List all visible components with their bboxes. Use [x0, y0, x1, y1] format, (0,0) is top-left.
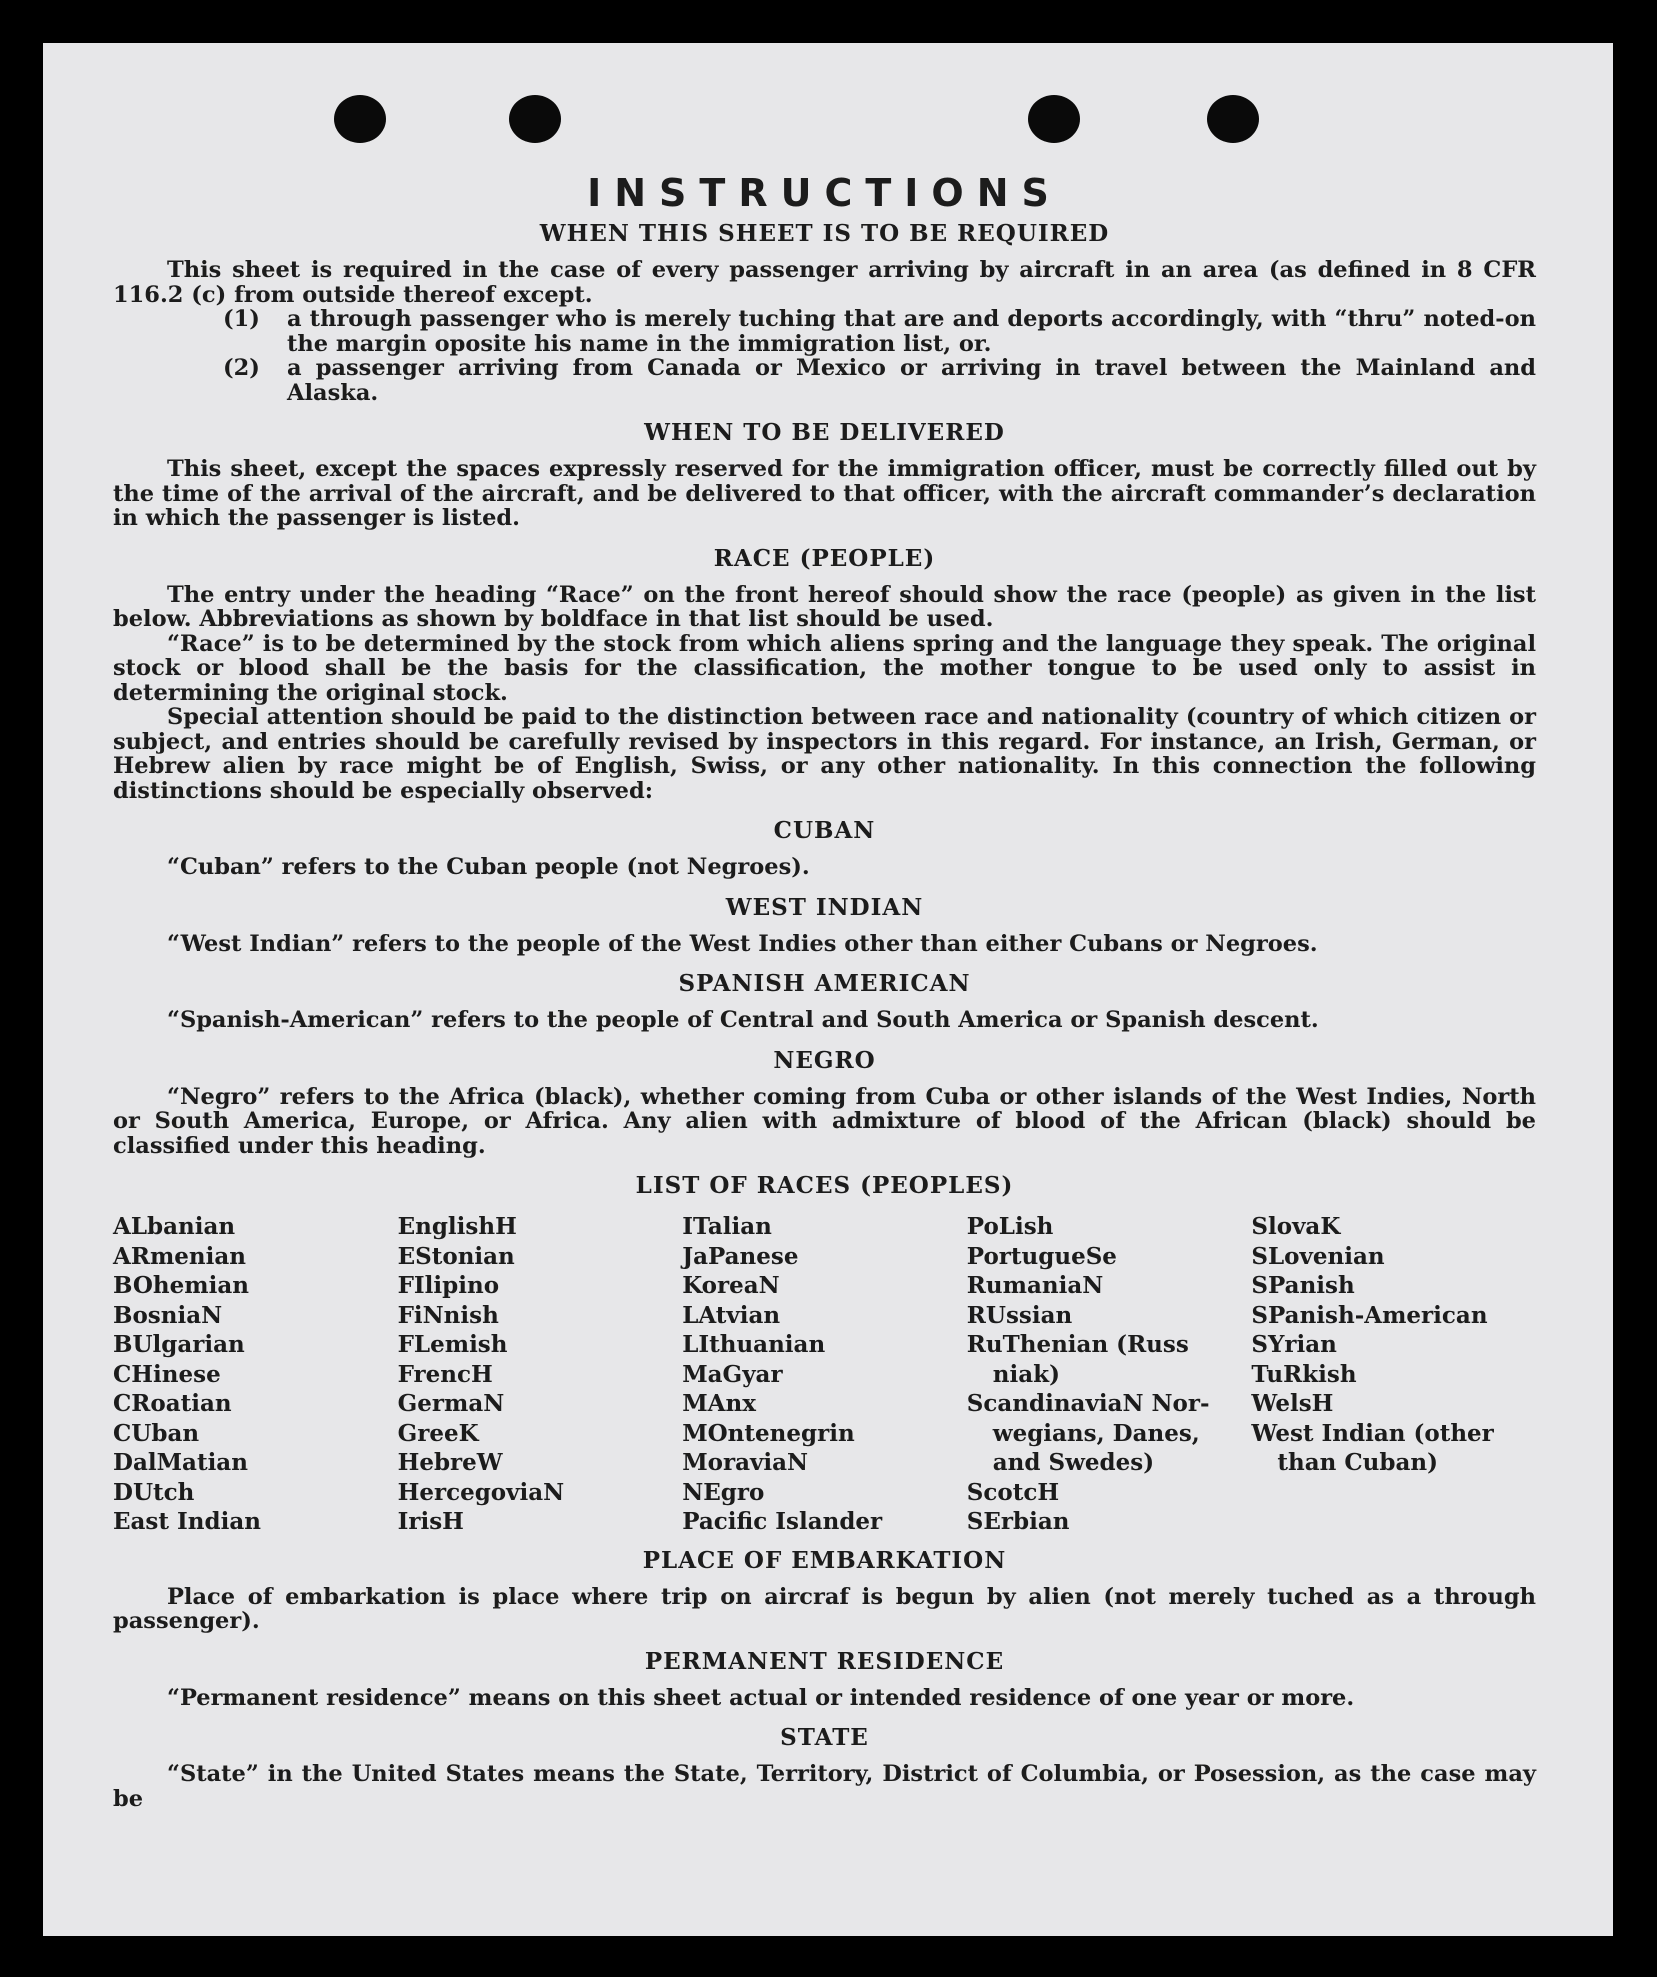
- race-entry: CRoatian: [113, 1390, 232, 1417]
- heading-delivered: WHEN TO BE DELIVERED: [644, 419, 1005, 446]
- paragraph-west-indian: “West Indian” refers to the people of the West Indies other than either Cubans or Negroes.: [167, 930, 1318, 957]
- race-entry: East Indian: [113, 1508, 261, 1535]
- race-entry: PortugueSe: [966, 1242, 1117, 1270]
- race-entry: Pacific Islander: [682, 1508, 883, 1535]
- race-entry: than Cuban): [1277, 1449, 1438, 1476]
- race-entry: WelsH: [1251, 1390, 1334, 1417]
- heading-required: WHEN THIS SHEET IS TO BE REQUIRED: [539, 220, 1110, 247]
- item-text: a passenger arriving from Canada or Mexico or arriving in travel between the Mainland and Alaska.: [287, 355, 1536, 406]
- race-entry: JaPanese: [682, 1242, 799, 1270]
- item-text: a through passenger who is merely tuching that are and deports accordingly, with “thru” noted-on the margin oposite his name in the immigration list, or.: [287, 306, 1536, 357]
- paragraph-permanent-residence: “Permanent residence” means on this sheet actual or intended residence of one year or more.: [167, 1684, 1355, 1711]
- race-entry: and Swedes): [992, 1449, 1155, 1476]
- race-entry: TuRkish: [1251, 1360, 1357, 1388]
- race-entry: FIlipino: [397, 1272, 500, 1299]
- race-entry: CUban: [113, 1419, 200, 1447]
- paragraph-required: This sheet is required in the case of every passenger arriving by aircraft in an area (as defined in 8 CFR 116.2 (c) from outside thereof except.: [113, 257, 1536, 308]
- race-entry: SErbian: [966, 1508, 1070, 1535]
- race-entry: West Indian (other: [1251, 1419, 1494, 1447]
- race-entry: BOhemian: [113, 1272, 249, 1299]
- race-entry: RUssian: [966, 1301, 1073, 1329]
- race-entry: GermaN: [397, 1390, 505, 1417]
- paragraph-spanish-american: “Spanish-American” refers to the people of Central and South America or Spanish descent.: [167, 1007, 1319, 1033]
- race-entry: DalMatian: [113, 1449, 248, 1476]
- race-entry: MAnx: [682, 1390, 756, 1417]
- race-entry: ScandinaviaN Nor-: [966, 1390, 1210, 1417]
- race-entry: DUtch: [113, 1478, 195, 1506]
- heading-spanish-american: SPANISH AMERICAN: [678, 970, 971, 997]
- race-entry: EStonian: [397, 1242, 515, 1270]
- race-entry: ScotcH: [966, 1478, 1060, 1506]
- race-entry: SLovenian: [1251, 1242, 1385, 1270]
- paragraph-race-1: The entry under the heading “Race” on the front hereof should show the race (people) as given in the list below. Abbreviations as shown by boldface in that list should be used.: [113, 581, 1536, 632]
- punch-hole: [1028, 95, 1080, 143]
- heading-race: RACE (PEOPLE): [713, 544, 936, 572]
- race-entry: SlovaK: [1251, 1213, 1341, 1240]
- list-item: [113, 307, 1536, 356]
- heading-west-indian: WEST INDIAN: [725, 893, 924, 921]
- race-entry: ALbanian: [113, 1213, 236, 1240]
- paragraph-cuban: “Cuban” refers to the Cuban people (not Negroes).: [167, 854, 810, 880]
- race-entry: BosniaN: [113, 1301, 223, 1329]
- race-entry: EnglishH: [397, 1213, 517, 1240]
- list-item: [113, 356, 1536, 405]
- race-entry: RuThenian (Russ: [966, 1331, 1189, 1358]
- heading-negro: NEGRO: [773, 1046, 876, 1074]
- heading-embarkation: PLACE OF EMBARKATION: [642, 1546, 1007, 1574]
- race-entry: ARmenian: [113, 1242, 247, 1270]
- heading-cuban: CUBAN: [773, 817, 876, 844]
- race-entry: HercegoviaN: [397, 1478, 565, 1506]
- race-entry: SPanish: [1251, 1272, 1355, 1299]
- race-entry: NEgro: [682, 1478, 765, 1506]
- race-column: [1251, 1212, 1536, 1537]
- race-entry: wegians, Danes,: [992, 1419, 1200, 1447]
- race-column: [682, 1212, 967, 1537]
- punch-hole: [1207, 95, 1259, 143]
- race-entry: SPanish-American: [1251, 1301, 1488, 1329]
- heading-permanent-residence: PERMANENT RESIDENCE: [644, 1647, 1005, 1675]
- race-entry: FrencH: [397, 1360, 493, 1388]
- race-column: [398, 1212, 683, 1537]
- punch-hole: [509, 95, 561, 143]
- race-entry: BUlgarian: [113, 1331, 245, 1358]
- race-entry: KoreaN: [682, 1272, 780, 1299]
- race-entry: MaGyar: [682, 1360, 783, 1388]
- race-entry: niak): [992, 1360, 1060, 1388]
- race-entry: CHinese: [113, 1360, 221, 1388]
- document-content: [113, 168, 1536, 1811]
- race-entry: MOntenegrin: [682, 1419, 855, 1447]
- race-entry: RumaniaN: [966, 1272, 1104, 1299]
- race-entry: FiNnish: [397, 1301, 499, 1329]
- race-entry: FLemish: [397, 1331, 508, 1358]
- race-entry: LIthuanian: [682, 1331, 826, 1358]
- paragraph-negro: “Negro” refers to the Africa (black), whether coming from Cuba or other islands of the West Indies, North or South America, Europe, or Africa. Any alien with admixture of blood of the African (black) should be classified under this heading.: [113, 1083, 1536, 1159]
- paragraph-embarkation: Place of embarkation is place where trip on aircraf is begun by alien (not merely tuched as a through passenger).: [113, 1583, 1536, 1634]
- race-column: [113, 1212, 398, 1537]
- punch-hole: [334, 95, 386, 143]
- heading-list-of-races: LIST OF RACES (PEOPLES): [635, 1172, 1014, 1199]
- race-entry: GreeK: [397, 1419, 479, 1447]
- paragraph-race-3: Special attention should be paid to the distinction between race and nationality (country of which citizen or subject, and entries should be carefully revised by inspectors in this regard. For instance, an Irish, German, or Hebrew alien by race might be of English, Swiss, or any other nationality. In this connection the following distinctions should be especially observed:: [113, 704, 1536, 804]
- race-entry: HebreW: [397, 1449, 503, 1476]
- race-column: [967, 1212, 1252, 1537]
- race-entry: LAtvian: [682, 1301, 781, 1329]
- race-entry: SYrian: [1251, 1331, 1337, 1358]
- race-entry: PoLish: [966, 1213, 1054, 1240]
- race-list: [113, 1212, 1536, 1537]
- paragraph-delivered: This sheet, except the spaces expressly reserved for the immigration officer, must be correctly filled out by the time of the arrival of the aircraft, and be delivered to that officer, with the aircraft commander’s declaration in which the passenger is listed.: [113, 456, 1536, 531]
- page-title: INSTRUCTIONS: [587, 171, 1062, 215]
- paragraph-state: “State” in the United States means the State, Territory, District of Columbia, or Posession, as the case may be: [113, 1761, 1536, 1812]
- race-entry: IrisH: [397, 1508, 464, 1535]
- race-entry: MoraviaN: [682, 1449, 809, 1476]
- item-number: (2): [223, 355, 260, 381]
- paragraph-race-2: “Race” is to be determined by the stock from which aliens spring and the language they speak. The original stock or blood shall be the basis for the classification, the mother tongue to be used only to assist in determining the original stock.: [113, 630, 1536, 706]
- item-number: (1): [223, 306, 260, 332]
- race-entry: ITalian: [682, 1213, 772, 1240]
- heading-state: STATE: [780, 1724, 869, 1751]
